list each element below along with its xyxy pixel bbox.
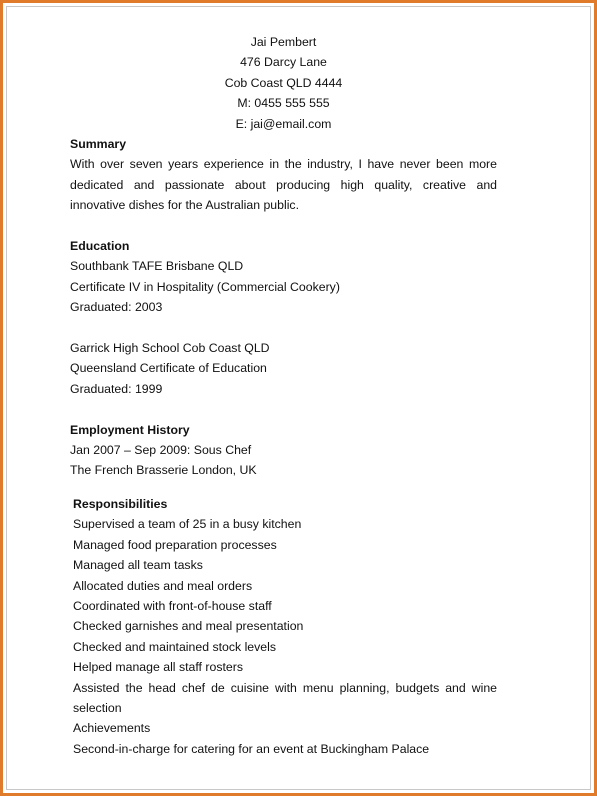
contact-street: 476 Darcy Lane <box>240 55 327 70</box>
contact-city: Cob Coast QLD 4444 <box>224 75 343 90</box>
education-graduated: Graduated: 2003 <box>70 300 163 315</box>
summary-text: With over seven years experience in the industry, I have never been more dedicated and passionate about producing high quality, creative and innovative dishes for the Australian public. <box>70 157 497 213</box>
responsibility-item: Coordinated with front-of-house staff <box>73 598 272 613</box>
employment-period: Jan 2007 – Sep 2009: Sous Chef <box>70 443 252 458</box>
summary-section <box>70 134 497 216</box>
summary-heading: Summary <box>70 137 127 152</box>
education-institution: Southbank TAFE Brisbane QLD <box>70 259 244 274</box>
education-qualification: Queensland Certificate of Education <box>70 361 267 376</box>
education-institution: Garrick High School Cob Coast QLD <box>70 341 270 356</box>
responsibility-item: Assisted the head chef de cuisine with menu planning, budgets and wine selection <box>73 680 497 715</box>
employment-heading: Employment History <box>70 422 190 437</box>
contact-block <box>70 32 497 134</box>
employment-employer: The French Brasserie London, UK <box>70 463 257 478</box>
employment-section <box>70 420 497 481</box>
responsibilities-heading: Responsibilities <box>73 496 168 511</box>
achievement-item: Second-in-charge for catering for an event at Buckingham Palace <box>73 741 430 756</box>
responsibility-item: Allocated duties and meal orders <box>73 578 253 593</box>
responsibility-item: Managed all team tasks <box>73 558 203 573</box>
responsibility-item: Checked garnishes and meal presentation <box>73 619 304 634</box>
achievements-heading: Achievements <box>73 721 151 736</box>
responsibility-item: Checked and maintained stock levels <box>73 639 277 654</box>
responsibility-item: Supervised a team of 25 in a busy kitchen <box>73 517 302 532</box>
responsibilities-section <box>70 494 497 759</box>
education-heading: Education <box>70 239 130 254</box>
spacer <box>70 318 497 338</box>
contact-email: E: jai@email.com <box>235 116 332 131</box>
education-graduated: Graduated: 1999 <box>70 381 163 396</box>
contact-name: Jai Pembert <box>250 35 317 49</box>
education-section <box>70 236 497 399</box>
responsibility-item: Helped manage all staff rosters <box>73 660 243 675</box>
responsibility-item: Managed food preparation processes <box>73 537 277 552</box>
resume-document <box>70 32 497 759</box>
spacer <box>70 216 497 236</box>
spacer <box>70 399 497 419</box>
contact-mobile: M: 0455 555 555 <box>237 96 330 111</box>
education-qualification: Certificate IV in Hospitality (Commercial Cookery) <box>70 279 340 294</box>
